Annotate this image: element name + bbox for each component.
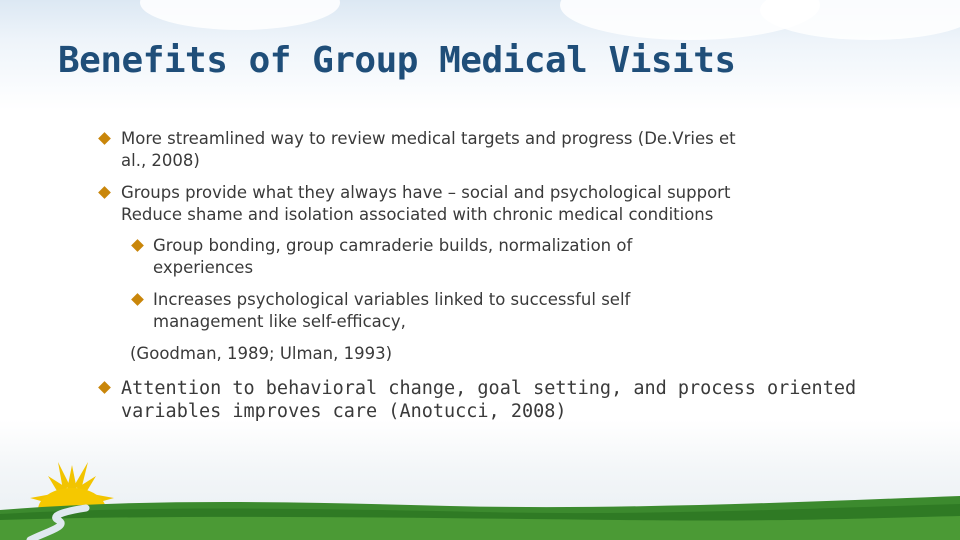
sub-bullet-text-line: management like self-efficacy, — [153, 312, 406, 331]
landscape-decoration — [0, 440, 960, 540]
sub-bullet-text-line: Group bonding, group camraderie builds, normalization of — [153, 236, 633, 255]
bullet-text-line: Attention to behavioral change, goal setting, and process oriented — [121, 378, 857, 399]
slide-title: Benefits of Group Medical Visits — [58, 40, 736, 81]
bullet-text-line: More streamlined way to review medical targets and progress (De.Vries et — [121, 129, 736, 148]
bullet-text-line: al., 2008) — [121, 151, 200, 170]
bullet-text-line: variables improves care (Anotucci, 2008) — [121, 401, 567, 422]
bullet-text-line: Reduce shame and isolation associated with chronic medical conditions — [121, 205, 714, 224]
sub-bullet-text-line: Increases psychological variables linked to successful self — [153, 290, 631, 309]
citation-text: (Goodman, 1989; Ulman, 1993) — [130, 344, 393, 363]
sub-bullet-text-line: experiences — [153, 258, 254, 277]
bullet-text-line: Groups provide what they always have – social and psychological support — [121, 183, 731, 202]
